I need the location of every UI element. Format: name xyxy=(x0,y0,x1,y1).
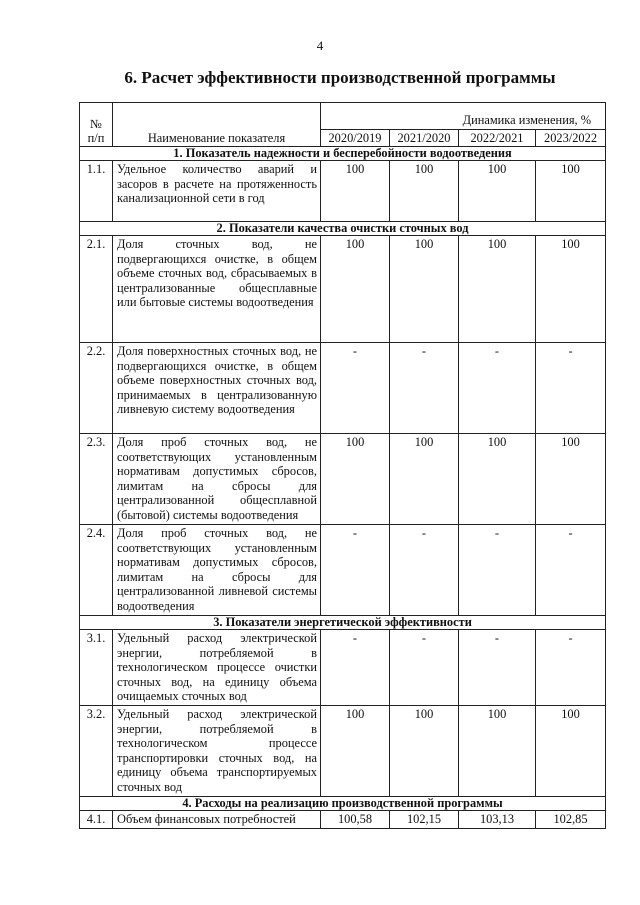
row-number: 3.1. xyxy=(80,630,113,706)
row-number: 2.3. xyxy=(80,434,113,525)
value-cell: 100 xyxy=(536,434,606,525)
value-cell: - xyxy=(390,343,459,434)
section-title-cell: 4. Расходы на реализацию производственной программы xyxy=(80,797,606,811)
indicator-name: Удельный расход электрической энергии, потребляемой в технологическом процессе транспортировки сточных вод, на единицу объема транспортируемых сточных вод xyxy=(113,706,321,797)
col-num-header: № п/п xyxy=(80,103,113,147)
section-title-cell: 1. Показатель надежности и бесперебойности водоотведения xyxy=(80,147,606,161)
value-cell: 100 xyxy=(459,236,536,343)
row-number: 3.2. xyxy=(80,706,113,797)
value-cell: 100 xyxy=(459,434,536,525)
table-row xyxy=(80,630,606,706)
page-number: 4 xyxy=(316,38,324,53)
value-cell: - xyxy=(536,343,606,434)
year-header: 2022/2021 xyxy=(459,129,536,147)
value-cell: 103,13 xyxy=(459,811,536,829)
table-row xyxy=(80,161,606,222)
value-cell: - xyxy=(536,630,606,706)
value-cell: 100,58 xyxy=(321,811,390,829)
value-cell: 100 xyxy=(321,236,390,343)
section-header-row xyxy=(80,222,606,236)
value-cell: 100 xyxy=(321,706,390,797)
section-header-row xyxy=(80,616,606,630)
value-cell: - xyxy=(459,630,536,706)
value-cell: 100 xyxy=(459,161,536,222)
indicator-name: Доля проб сточных вод, не соответствующих установленным нормативам допустимых сбросов, лимитам на сбросы для централизованной общесплавной (бытовой) системы водоотведения xyxy=(113,434,321,525)
value-cell: 100 xyxy=(390,706,459,797)
section-header-row xyxy=(80,797,606,811)
value-cell: 100 xyxy=(536,706,606,797)
value-cell: - xyxy=(390,630,459,706)
indicator-name: Доля поверхностных сточных вод, не подвергающихся очистке, в общем объеме поверхностных сточных вод, принимаемых в централизованную ливневую систему водоотведения xyxy=(113,343,321,434)
value-cell: 100 xyxy=(390,236,459,343)
value-cell: 100 xyxy=(390,161,459,222)
value-cell: - xyxy=(321,343,390,434)
value-cell: 100 xyxy=(390,434,459,525)
table-body xyxy=(80,147,606,829)
value-cell: 100 xyxy=(459,706,536,797)
value-cell: 100 xyxy=(536,236,606,343)
value-cell: 102,15 xyxy=(390,811,459,829)
row-number: 2.4. xyxy=(80,525,113,616)
table-row xyxy=(80,811,606,829)
section-title-cell: 2. Показатели качества очистки сточных вод xyxy=(80,222,606,236)
value-cell: 100 xyxy=(321,161,390,222)
col-name-header: Наименование показателя xyxy=(113,103,321,147)
dynamics-header: Динамика изменения, % xyxy=(321,103,606,130)
row-number: 4.1. xyxy=(80,811,113,829)
year-header: 2021/2020 xyxy=(390,129,459,147)
indicator-name: Объем финансовых потребностей xyxy=(113,811,321,829)
table-row xyxy=(80,706,606,797)
indicator-name: Удельный расход электрической энергии, потребляемой в технологическом процессе очистки сточных вод, на единицу объема очищаемых сточных вод xyxy=(113,630,321,706)
indicator-name: Доля сточных вод, не подвергающихся очистке, в общем объеме сточных вод, сбрасываемых в централизованные общесплавные или бытовые системы водоотведения xyxy=(113,236,321,343)
value-cell: 100 xyxy=(321,434,390,525)
indicator-name: Удельное количество аварий и засоров в расчете на протяженность канализационной сети в год xyxy=(113,161,321,222)
table-row xyxy=(80,343,606,434)
value-cell: 100 xyxy=(536,161,606,222)
row-number: 2.2. xyxy=(80,343,113,434)
row-number: 2.1. xyxy=(80,236,113,343)
row-number: 1.1. xyxy=(80,161,113,222)
value-cell: - xyxy=(536,525,606,616)
table-row xyxy=(80,434,606,525)
value-cell: 102,85 xyxy=(536,811,606,829)
year-header: 2020/2019 xyxy=(321,129,390,147)
indicator-name: Доля проб сточных вод, не соответствующих установленным нормативам допустимых сбросов, лимитам на сбросы для централизованной ливневой системы водоотведения xyxy=(113,525,321,616)
value-cell: - xyxy=(390,525,459,616)
value-cell: - xyxy=(459,525,536,616)
efficiency-table xyxy=(79,102,606,829)
value-cell: - xyxy=(459,343,536,434)
table-row xyxy=(80,236,606,343)
value-cell: - xyxy=(321,525,390,616)
value-cell: - xyxy=(321,630,390,706)
section-title: 6. Расчет эффективности производственной программы xyxy=(124,68,556,87)
table-row xyxy=(80,525,606,616)
section-header-row xyxy=(80,147,606,161)
section-title-cell: 3. Показатели энергетической эффективности xyxy=(80,616,606,630)
year-header: 2023/2022 xyxy=(536,129,606,147)
